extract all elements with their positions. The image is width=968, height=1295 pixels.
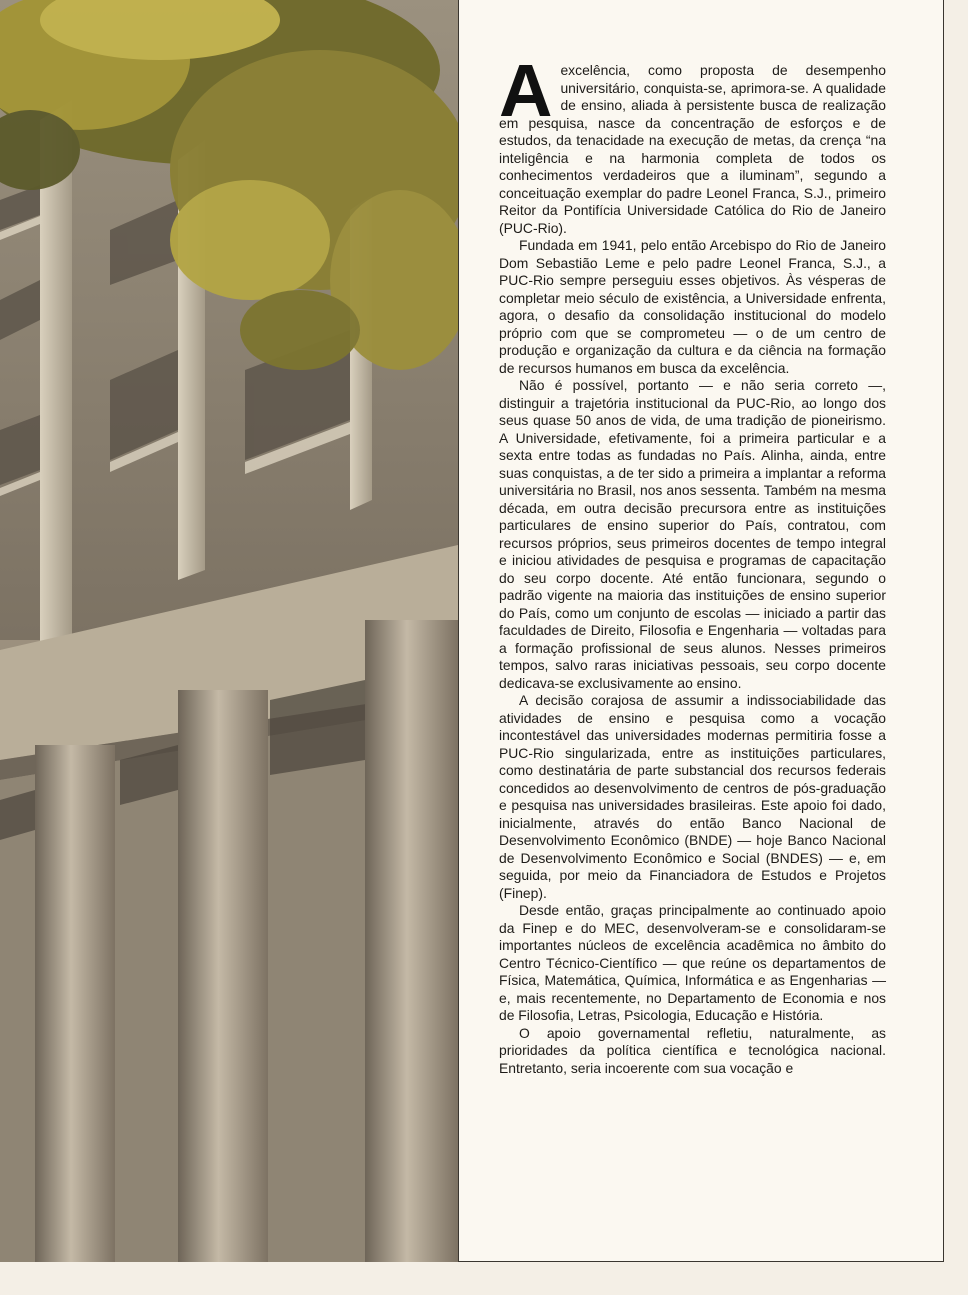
article-paragraph (499, 49, 886, 237)
column (178, 690, 268, 1262)
photo-illustration (0, 0, 458, 1262)
article-paragraph: Fundada em 1941, pelo então Arcebispo do Rio de Janeiro Dom Sebastião Leme e pelo padre Leonel Franca, S.J., a PUC-Rio sempre perseguiu esses objetivos. Às vésperas de completar meio século de existência, a Universidade enfrenta, agora, o desafio da consolidação institucional do modelo próprio com que se comprometeu — o de um centro de produção e organização da cultura e da ciência na formação de recursos humanos em busca da excelência. (499, 237, 886, 376)
column (365, 620, 458, 1262)
drop-cap: A (499, 49, 553, 132)
article-body (499, 49, 886, 1077)
column (35, 745, 115, 1262)
building-facade-photo (0, 0, 458, 1262)
article-paragraph: Não é possível, portanto — e não seria correto —, distinguir a trajetória institucional da PUC-Rio, ao longo dos seus quase 50 anos de vida, de uma tradição de pioneirismo. A Universidade, efetivamente, foi a primeira particular e a sexta entre todas as fundadas no País. Alinha, ainda, entre suas conquistas, a de ter sido a primeira a implantar a reforma universitária no Brasil, nos anos sessenta. Também na mesma década, em outra decisão precursora entre as instituições particulares de ensino superior do País, contratou, com recursos próprios, seus primeiros docentes de tempo integral e iniciou atividades de pesquisa e programas de capacitação do seu corpo docente. Até então funcionara, segundo o padrão vigente na maioria das instituições de ensino superior do País, como um conjunto de escolas — iniciado a partir das faculdades de Direito, Filosofia e Engenharia — voltadas para a formação profissional de seus alunos. Nesses primeiros tempos, salvo raras iniciativas pessoais, seu corpo docente dedicava-se exclusivamente ao ensino. (499, 377, 886, 691)
article-paragraph: A decisão corajosa de assumir a indissociabilidade das atividades de ensino e pesquisa como a vocação incontestável das universidades modernas permitiria fosse a PUC-Rio singularizada, entre as instituições particulares, como destinatária de parte substancial dos recursos federais concedidos ao desenvolvimento de centros de pós-graduação e pesquisa nas universidades brasileiras. Este apoio foi dado, inicialmente, através do então Banco Nacional de Desenvolvimento Econômico (BNDE) — hoje Banco Nacional de Desenvolvimento Econômico e Social (BNDES) — e, em seguida, por meio da Financiadora de Estudos e Projetos (Finep). (499, 692, 886, 901)
article-paragraph: Desde então, graças principalmente ao continuado apoio da Finep e do MEC, desenvolveram-se e consolidaram-se importantes núcleos de excelência acadêmica no âmbito do Centro Técnico-Científico — que reúne os departamentos de Física, Matemática, Química, Informática e as Engenharias — e, mais recentemente, no Departamento de Economia e nos de Filosofia, Letras, Psicologia, Educação e História. (499, 902, 886, 1023)
paragraph-text: excelência, como proposta de desempenho universitário, conquista-se, aprimora-se. A qualidade de ensino, aliada à persistente busca de realização em pesquisa, nasce da concentração de esforços e de estudos, da tenacidade na execução de metas, da crença “na inteligência e na harmonia completa de todos os conhecimentos verdadeiros que a iluminam”, segundo a conceituação exemplar do padre Leonel Franca, S.J., primeiro Reitor da Pontifícia Universidade Católica do Rio de Janeiro (PUC-Rio). (499, 62, 886, 236)
article-paragraph: O apoio governamental refletiu, naturalmente, as prioridades da política científica e tecnológica nacional. Entretanto, seria incoerente com sua vocação e (499, 1024, 886, 1076)
